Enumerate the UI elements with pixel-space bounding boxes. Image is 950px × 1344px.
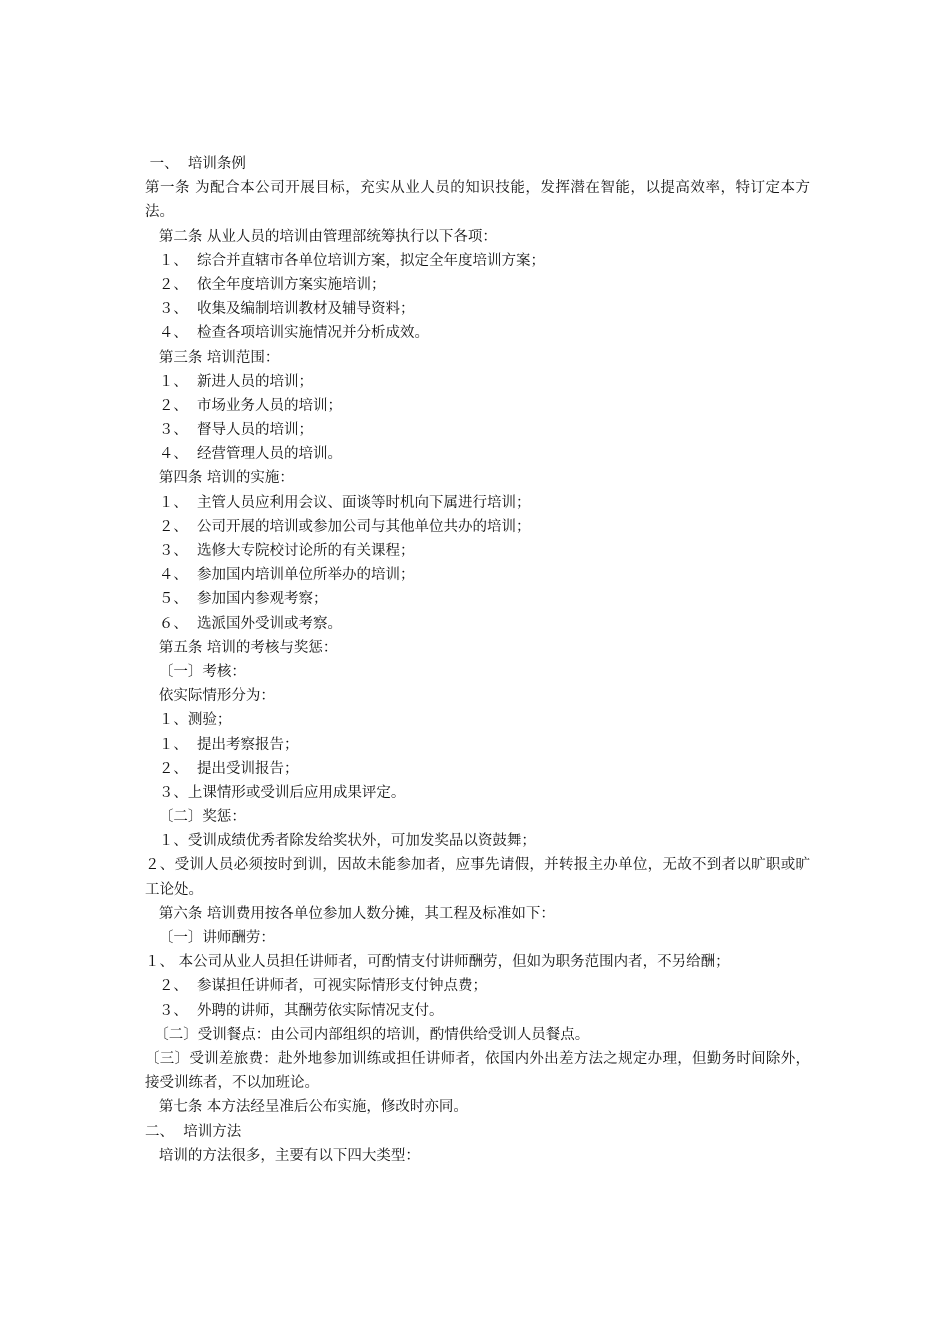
text-line: 第四条 培训的实施： xyxy=(145,470,294,487)
text-line: ５、 参加国内参观考察； xyxy=(145,591,328,608)
text-line: １、 本公司从业人员担任讲师者，可酌情支付讲师酬劳，但如为职务范围内者，不另给酬； xyxy=(145,954,730,971)
text-line: ３、上课情形或受训后应用成果评定。 xyxy=(145,784,406,801)
text-line: ２、 市场业务人员的培训； xyxy=(145,397,343,414)
text-line: 〔三〕受训差旅费：赴外地参加训练或担任讲师者，依国内外出差方法之规定办理，但勤务时间除外，接受训练者，不以加班论。 xyxy=(145,1051,810,1092)
text-line: 〔二〕奖惩： xyxy=(145,809,246,826)
text-line: ２、 依全年度培训方案实施培训； xyxy=(145,276,386,293)
text-line: ４、 检查各项培训实施情况并分析成效。 xyxy=(145,325,430,342)
document-body xyxy=(145,152,810,1168)
text-line: ３、 外聘的讲师，其酬劳依实际情况支付。 xyxy=(145,1002,444,1019)
text-line: ３、 收集及编制培训教材及辅导资料； xyxy=(145,301,415,318)
text-line: 第六条 培训费用按各单位参加人数分摊，其工程及标准如下： xyxy=(145,905,555,922)
text-line: 〔一〕讲师酬劳： xyxy=(145,930,275,947)
text-line: 第二条 从业人员的培训由管理部统筹执行以下各项： xyxy=(145,228,497,245)
text-line: ２、受训人员必须按时到训，因故未能参加者，应事先请假，并转报主办单位，无故不到者以旷职或旷工论处。 xyxy=(145,857,810,898)
text-line: ２、 提出受训报告； xyxy=(145,760,299,777)
text-line: 〔二〕受训餐点：由公司内部组织的培训，酌情供给受训人员餐点。 xyxy=(145,1026,590,1043)
text-line: ４、 经营管理人员的培训。 xyxy=(145,446,343,463)
text-line: １、 综合并直辖市各单位培训方案，拟定全年度培训方案； xyxy=(145,252,546,269)
text-line: １、测验； xyxy=(145,712,232,729)
text-line: 第一条 为配合本公司开展目标，充实从业人员的知识技能，发挥潜在智能，以提高效率，特订定本方法。 xyxy=(145,180,810,221)
text-line: 第七条 本方法经呈准后公布实施，修改时亦同。 xyxy=(145,1099,468,1116)
text-line: ２、 公司开展的培训或参加公司与其他单位共办的培训； xyxy=(145,518,531,535)
text-line: １、受训成绩优秀者除发给奖状外，可加发奖品以资鼓舞； xyxy=(145,833,536,850)
text-line: １、 新进人员的培训； xyxy=(145,373,314,390)
text-line: １、 提出考察报告； xyxy=(145,736,299,753)
text-line: 依实际情形分为： xyxy=(145,688,275,705)
text-line: 第三条 培训范围： xyxy=(145,349,280,366)
text-line: ２、 参谋担任讲师者，可视实际情形支付钟点费； xyxy=(145,978,488,995)
text-line: 二、 培训方法 xyxy=(145,1123,242,1140)
text-line: 培训的方法很多，主要有以下四大类型： xyxy=(145,1147,420,1164)
text-line: 〔一〕考核： xyxy=(145,663,246,680)
text-line: ３、 选修大专院校讨论所的有关课程； xyxy=(145,543,415,560)
text-line: ３、 督导人员的培训； xyxy=(145,422,314,439)
text-line: ６、 选派国外受训或考察。 xyxy=(145,615,343,632)
text-line: 一、 培训条例 xyxy=(145,156,246,172)
text-line: ４、 参加国内培训单位所举办的培训； xyxy=(145,567,415,584)
text-line: 第五条 培训的考核与奖惩： xyxy=(145,639,338,656)
text-line: １、 主管人员应利用会议、面谈等时机向下属进行培训； xyxy=(145,494,531,511)
